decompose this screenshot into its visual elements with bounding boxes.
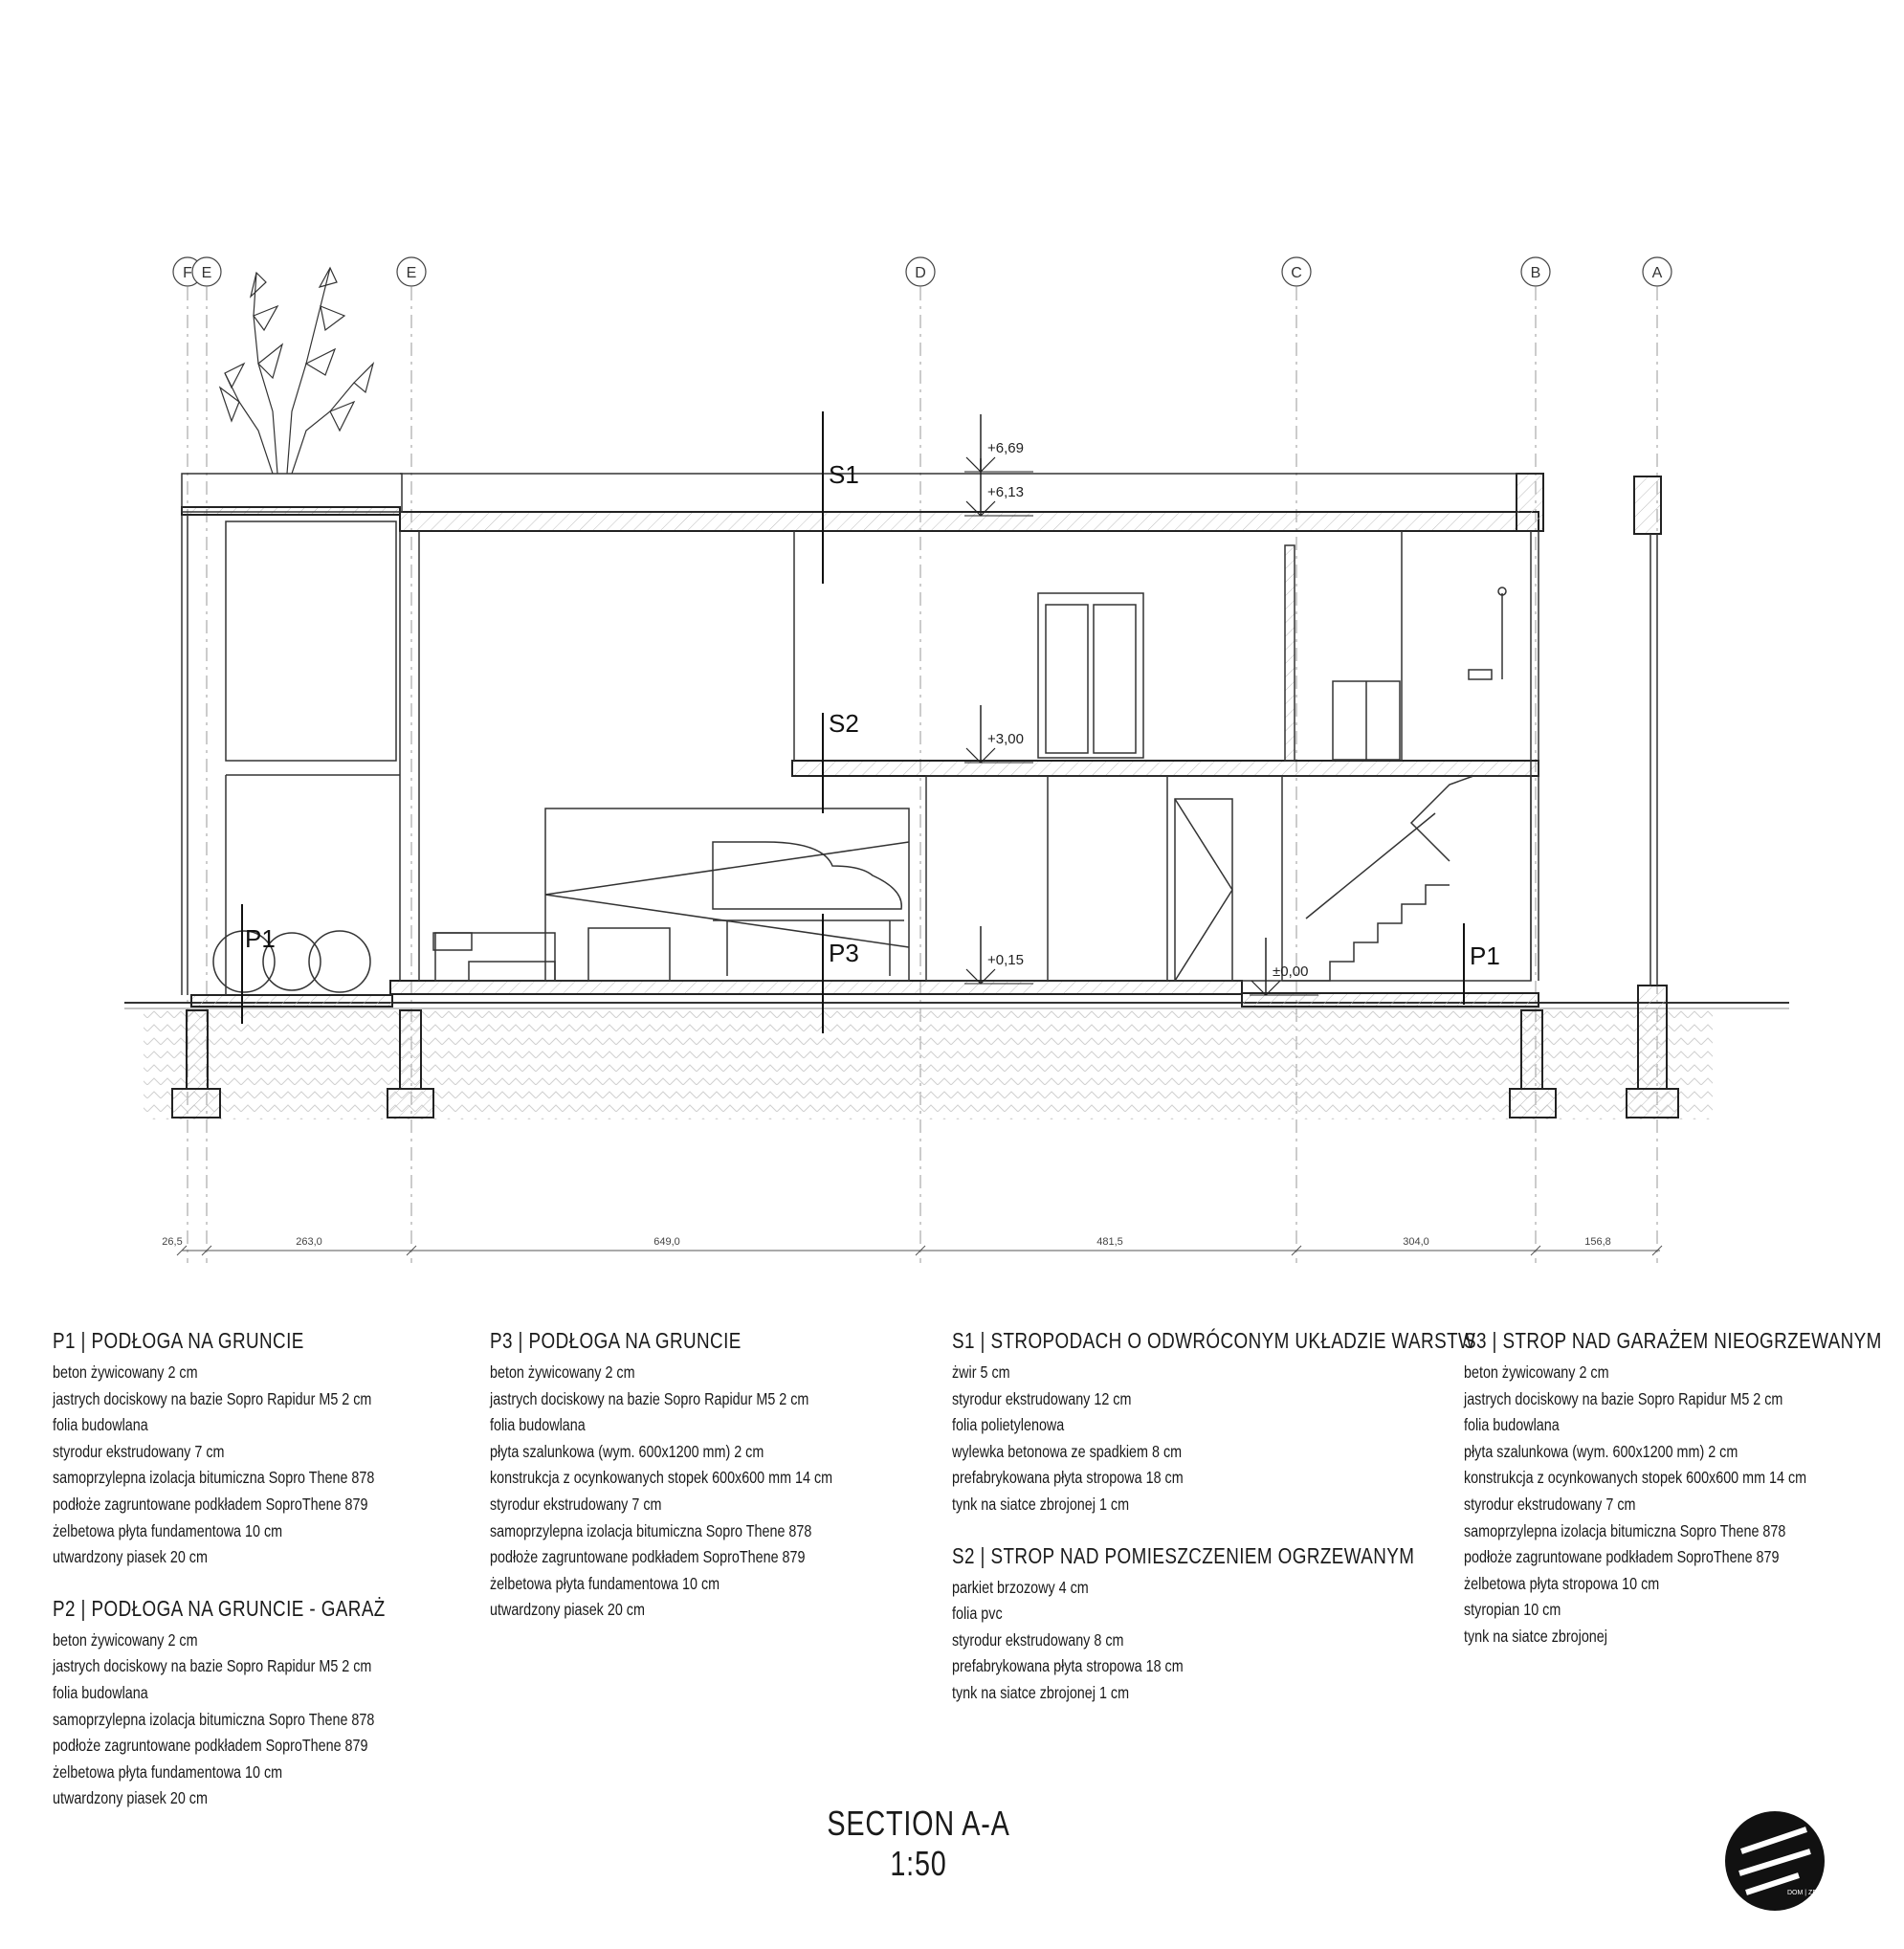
legend-layer: jastrych dociskowy na bazie Sopro Rapidur M5 2 cm	[1464, 1388, 1783, 1408]
legend-layer: styrodur ekstrudowany 8 cm	[952, 1629, 1124, 1650]
legend-title: S1 | STROPODACH O ODWRÓCONYM UKŁADZIE WARSTW	[952, 1328, 1476, 1353]
axis-label: B	[1530, 265, 1541, 281]
legend-layer: folia budowlana	[53, 1682, 148, 1702]
scale-label: 1:50	[890, 1844, 947, 1883]
legend-layer: prefabrykowana płyta stropowa 18 cm	[952, 1656, 1184, 1676]
legend-layer: jastrych dociskowy na bazie Sopro Rapidur M5 2 cm	[53, 1388, 372, 1408]
dimension-label: 481,5	[1096, 1236, 1123, 1248]
legend-layer: samoprzylepna izolacja bitumiczna Sopro Thene 878	[53, 1709, 375, 1729]
legend-block	[53, 1328, 493, 1571]
dimension-labels	[162, 1236, 1662, 1255]
legend-layer: podłoże zagruntowane podkładem SoproThene 879	[1464, 1547, 1780, 1567]
legend-layer: płyta szalunkowa (wym. 600x1200 mm) 2 cm	[1464, 1441, 1738, 1461]
legend-title: P1 | PODŁOGA NA GRUNCIE	[53, 1328, 304, 1353]
section-mark-label: P1	[245, 924, 276, 953]
axis-bubble-e	[397, 257, 426, 286]
legend-layer: utwardzony piasek 20 cm	[53, 1788, 208, 1808]
legend-layer: folia budowlana	[1464, 1415, 1560, 1435]
furniture	[213, 842, 904, 992]
legend-layer: folia budowlana	[490, 1415, 586, 1435]
dimension-label: 26,5	[162, 1236, 183, 1248]
legend-layer: folia polietylenowa	[952, 1415, 1065, 1435]
axis-bubble-d	[906, 257, 935, 286]
axis-label: E	[406, 265, 417, 281]
legend-layer: samoprzylepna izolacja bitumiczna Sopro Thene 878	[1464, 1520, 1786, 1540]
axis-bubbles	[173, 257, 1672, 286]
section-mark-label: S2	[829, 709, 859, 738]
legend-layer: prefabrykowana płyta stropowa 18 cm	[952, 1468, 1184, 1488]
dimension-label: 156,8	[1584, 1236, 1611, 1248]
axis-label: D	[915, 265, 926, 281]
legend-block	[490, 1328, 930, 1624]
dimension-label: 649,0	[653, 1236, 680, 1248]
legend-layer: utwardzony piasek 20 cm	[53, 1547, 208, 1567]
axis-bubble-e	[192, 257, 221, 286]
legend-layer: konstrukcja z ocynkowanych stopek 600x600 mm 14 cm	[490, 1468, 833, 1488]
legend-layer: parkiet brzozowy 4 cm	[952, 1577, 1089, 1597]
walls	[182, 474, 1657, 995]
legend-layer: styropian 10 cm	[1464, 1600, 1561, 1620]
level-label: +3,00	[987, 731, 1024, 747]
legend-layer: styrodur ekstrudowany 7 cm	[1464, 1494, 1636, 1514]
legend-column-4	[1464, 1328, 1904, 1675]
level-label: +6,69	[987, 440, 1024, 456]
dimension-label: 263,0	[296, 1236, 322, 1248]
legend-layer: tynk na siatce zbrojonej 1 cm	[952, 1682, 1130, 1702]
legend-layer: tynk na siatce zbrojonej 1 cm	[952, 1494, 1130, 1514]
legend-layer: beton żywicowany 2 cm	[53, 1629, 198, 1650]
legend-layer: żelbetowa płyta fundamentowa 10 cm	[53, 1761, 283, 1782]
legend-layer: wylewka betonowa ze spadkiem 8 cm	[952, 1441, 1183, 1461]
legend-layer: żwir 5 cm	[952, 1362, 1010, 1382]
legend-title: P3 | PODŁOGA NA GRUNCIE	[490, 1328, 742, 1353]
legend-column-2	[490, 1328, 930, 1649]
level-label: ±0,00	[1273, 963, 1309, 980]
legend-layer: styrodur ekstrudowany 7 cm	[490, 1494, 662, 1514]
legend-layer: samoprzylepna izolacja bitumiczna Sopro Thene 878	[490, 1520, 812, 1540]
axis-label: F	[183, 265, 192, 281]
legend-layer: beton żywicowany 2 cm	[53, 1362, 198, 1382]
legend-block	[952, 1328, 1476, 1518]
legend-layer: beton żywicowany 2 cm	[1464, 1362, 1609, 1382]
section-mark-label: P3	[829, 939, 859, 967]
legend-layer: żelbetowa płyta fundamentowa 10 cm	[490, 1573, 720, 1593]
dimension-label: 304,0	[1403, 1236, 1429, 1248]
roof-plant	[220, 268, 373, 474]
legend-layer: żelbetowa płyta stropowa 10 cm	[1464, 1573, 1660, 1593]
drawing-title	[0, 1804, 1837, 1884]
legend-layer: styrodur ekstrudowany 7 cm	[53, 1441, 225, 1461]
legend-layer: podłoże zagruntowane podkładem SoproThene 879	[490, 1547, 806, 1567]
legend-layer: żelbetowa płyta fundamentowa 10 cm	[53, 1520, 283, 1540]
dom-zen-logo	[1722, 1808, 1827, 1914]
slabs	[182, 474, 1661, 1007]
legend-layer: samoprzylepna izolacja bitumiczna Sopro Thene 878	[53, 1468, 375, 1488]
legend-column-1	[53, 1328, 493, 1837]
legend-title: S2 | STROP NAD POMIESZCZENIEM OGRZEWANYM	[952, 1542, 1415, 1568]
section-marks	[242, 411, 1500, 1033]
logo-text: DOM | ZEN	[1787, 1890, 1823, 1896]
axis-label: C	[1291, 265, 1302, 281]
legend-layer: jastrych dociskowy na bazie Sopro Rapidur M5 2 cm	[490, 1388, 809, 1408]
legend-title: S3 | STROP NAD GARAŻEM NIEOGRZEWANYM	[1464, 1328, 1882, 1353]
legend-layer: folia budowlana	[53, 1415, 148, 1435]
section-title: SECTION A-A	[827, 1804, 1010, 1843]
legend-block	[1464, 1328, 1904, 1650]
legend-layer: płyta szalunkowa (wym. 600x1200 mm) 2 cm	[490, 1441, 764, 1461]
legend-layer: tynk na siatce zbrojonej	[1464, 1626, 1607, 1646]
legend-layer: podłoże zagruntowane podkładem SoproThene 879	[53, 1494, 368, 1514]
axis-bubble-c	[1282, 257, 1311, 286]
legend-layer: podłoże zagruntowane podkładem SoproThene 879	[53, 1736, 368, 1756]
level-label: +6,13	[987, 484, 1024, 500]
section-mark-label: S1	[829, 460, 859, 489]
legend-block	[53, 1596, 493, 1812]
axis-label: E	[201, 265, 212, 281]
legend-column-3	[952, 1328, 1476, 1732]
legend-block	[952, 1542, 1415, 1707]
legend-layer: konstrukcja z ocynkowanych stopek 600x600 mm 14 cm	[1464, 1468, 1807, 1488]
legend-title: P2 | PODŁOGA NA GRUNCIE - GARAŻ	[53, 1595, 386, 1621]
legend-layer: folia pvc	[952, 1604, 1003, 1624]
axis-label: A	[1651, 265, 1663, 281]
level-label: +0,15	[987, 952, 1024, 968]
axis-bubble-a	[1643, 257, 1672, 286]
legend-layer: utwardzony piasek 20 cm	[490, 1600, 645, 1620]
level-markers	[964, 414, 1318, 995]
legend-layer: jastrych dociskowy na bazie Sopro Rapidur M5 2 cm	[53, 1656, 372, 1676]
legend-layer: beton żywicowany 2 cm	[490, 1362, 635, 1382]
section-mark-label: P1	[1470, 941, 1500, 970]
legend-layer: styrodur ekstrudowany 12 cm	[952, 1388, 1132, 1408]
axis-bubble-b	[1521, 257, 1550, 286]
